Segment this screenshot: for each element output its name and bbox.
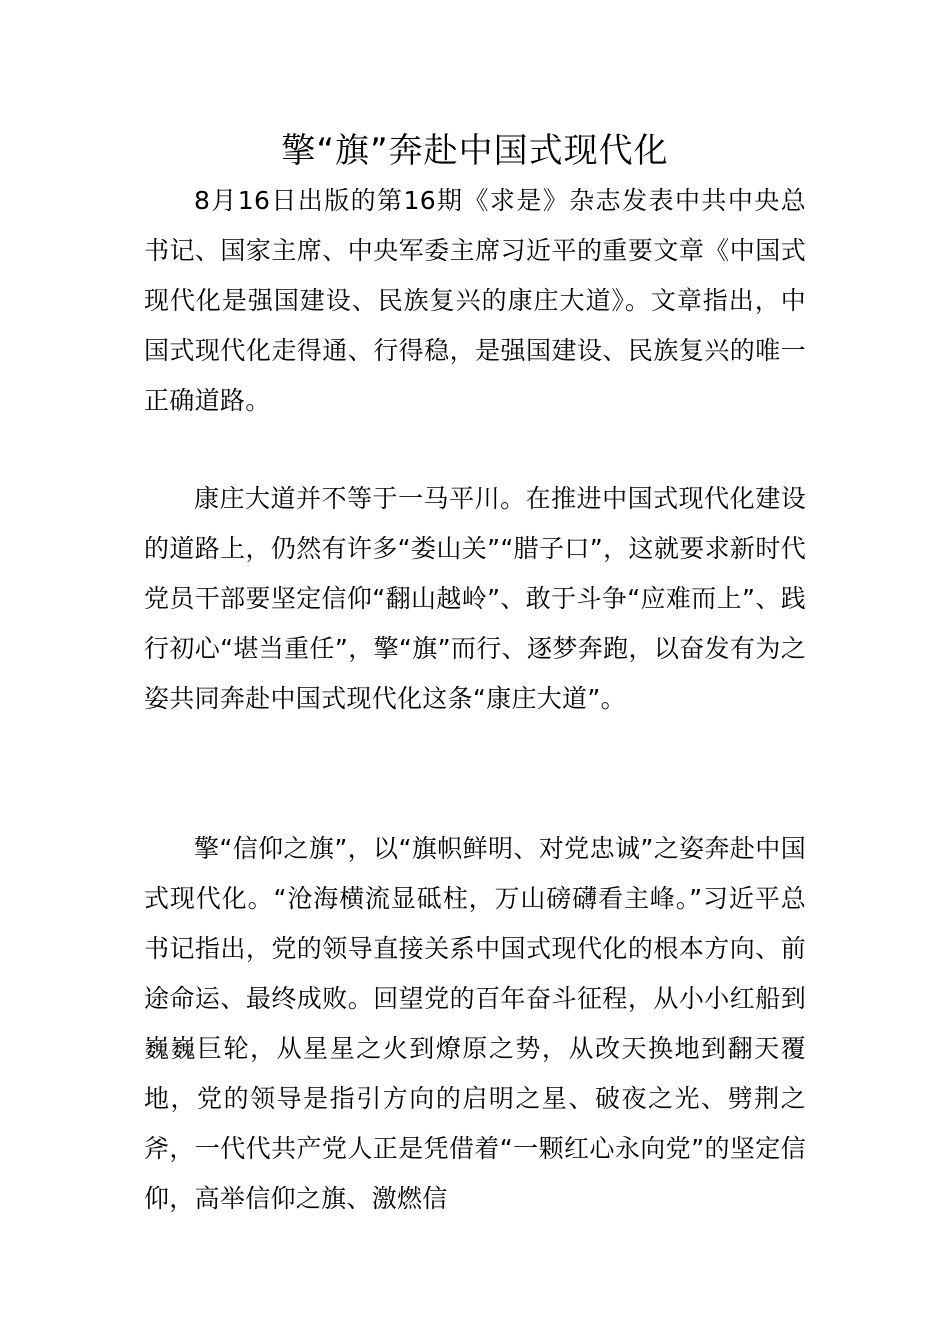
paragraph-2: 康庄大道并不等于一马平川。在推进中国式现代化建设的道路上，仍然有许多“娄山关”“腊子口”，这就要求新时代党员干部要坚定信仰“翻山越岭”、敢于斗争“应难而上”、践行初心“堪当重任”，擎“旗”而行、逐梦奔跑，以奋发有为之姿共同奔赴中国式现代化这条“康庄大道”。 — [144, 484, 806, 713]
paragraph-1: 8月16日出版的第16期《求是》杂志发表中共中央总书记、国家主席、中央军委主席习近平的重要文章《中国式现代化是强国建设、民族复兴的康庄大道》。文章指出，中国式现代化走得通、行得稳，是强国建设、民族复兴的唯一正确道路。 — [144, 186, 806, 415]
document-title: 擎“旗”奔赴中国式现代化 — [281, 131, 669, 171]
paragraph-3: 擎“信仰之旗”，以“旗帜鲜明、对党忠诚”之姿奔赴中国式现代化。“沧海横流显砥柱，万山磅礴看主峰。”习近平总书记指出，党的领导直接关系中国式现代化的根本方向、前途命运、最终成败。回望党的百年奋斗征程，从小小红船到巍巍巨轮，从星星之火到燎原之势，从改天换地到翻天覆地，党的领导是指引方向的启明之星、破夜之光、劈荆之斧，一代代共产党人正是凭借着“一颗红心永向党”的坚定信仰，高举信仰之旗、激燃信 — [144, 834, 806, 1213]
